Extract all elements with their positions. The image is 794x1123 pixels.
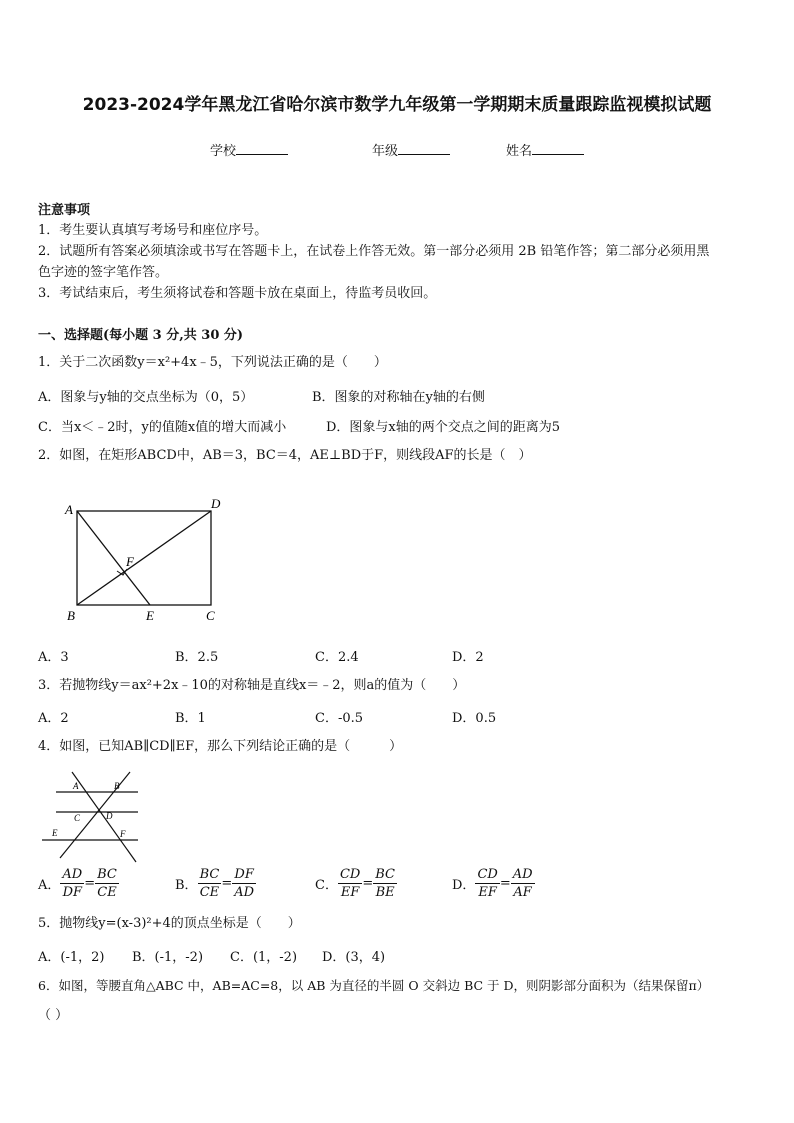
q3-stem: 3．若抛物线y＝ax²+2x﹣10的对称轴是直线x＝﹣2，则a的值为（ ） [38,678,466,693]
section-heading: 一、选择题(每小题 3 分,共 30 分) [38,328,244,343]
label-c: C [74,813,81,823]
q4-option-d-letter: D． [452,878,476,893]
fraction [475,866,499,901]
label-d: D [106,811,113,821]
denominator: AF [513,885,532,900]
q1-option-c[interactable]: C．当x＜﹣2时，y的值随x值的增大而减小 [38,420,287,435]
q2-option-d[interactable]: D．2 [452,650,484,665]
numerator: CD [477,867,498,882]
denominator: AD [234,885,255,900]
q4-option-c-letter: C． [315,878,338,893]
notice-item-1: 1．考生要认真填写考场号和座位序号。 [38,223,268,238]
equals: = [362,876,374,891]
numerator: DF [232,866,256,884]
q2-stem: 2．如图，在矩形ABCD中，AB＝3，BC＝4，AE⊥BD于F，则线段AF的长是（ ） [38,448,532,463]
q6-stem: 6．如图，等腰直角△ABC 中，AB=AC=8，以 AB 为直径的半圆 O 交斜边 BC 于 D，则阴影部分面积为（结果保留π） [38,978,710,993]
q6-answer-brackets: （ ） [38,1008,69,1023]
q5-option-b[interactable]: B．(-1，-2) [132,950,204,965]
fraction [60,866,84,901]
denominator: DF [62,885,83,900]
label-f: F [120,829,126,839]
q2-option-a[interactable]: A．3 [38,650,69,665]
equals: = [499,876,511,891]
q1-option-b[interactable]: B．图象的对称轴在y轴的右侧 [312,390,485,405]
grade-label: 年级 [372,144,399,159]
q3-option-b[interactable]: B．1 [175,711,206,726]
q3-option-a[interactable]: A．2 [38,711,69,726]
fraction [373,866,397,901]
q5-option-a[interactable]: A．(-1，2) [38,950,105,965]
grade-field [372,140,450,159]
q4-parallel-lines-figure [38,770,143,865]
segment-ae [77,511,150,605]
q4-option-c[interactable] [315,866,397,901]
q2-option-b[interactable]: B．2.5 [175,650,219,665]
label-a: A [65,502,73,517]
numerator: BC [97,867,117,882]
q4-option-a-letter: A． [38,878,61,893]
numerator: AD [62,867,83,882]
q1-option-d[interactable]: D．图象与x轴的两个交点之间的距离为5 [326,420,561,435]
fraction [511,866,535,901]
denominator: CE [97,885,117,900]
denominator: BE [375,885,395,900]
q3-option-d[interactable]: D．0.5 [452,711,497,726]
equals: = [84,876,96,891]
denominator: CE [199,885,220,900]
numerator: BC [375,867,395,882]
label-f: F [126,554,134,569]
q5-stem: 5．抛物线y=(x-3)²+4的顶点坐标是（ ） [38,916,301,931]
q5-option-d[interactable]: D．(3，4) [322,950,386,965]
label-c: C [206,608,215,623]
label-d: D [211,496,221,511]
school-field [210,140,288,159]
school-label: 学校 [210,144,237,159]
notice-item-2: 2．试题所有答案必须填涂或书写在答题卡上，在试卷上作答无效。第一部分必须用 2B 铅笔作答；第二部分必须用黑 [38,244,710,259]
q4-stem: 4．如图，已知AB∥CD∥EF，那么下列结论正确的是（ ） [38,739,403,754]
label-b: B [114,781,120,791]
fraction [338,866,362,901]
q4-option-d[interactable] [452,866,535,901]
grade-blank[interactable] [398,142,450,155]
fraction [198,866,222,901]
exam-title: 2023-2024学年黑龙江省哈尔滨市数学九年级第一学期期末质量跟踪监视模拟试题 [82,95,712,115]
numerator: BC [199,867,220,882]
notice-item-2-cont: 色字迹的签字笔作答。 [38,265,169,280]
q2-option-c[interactable]: C．2.4 [315,650,359,665]
q4-option-a[interactable] [38,866,119,901]
school-blank[interactable] [236,142,288,155]
transversal-af [72,772,136,862]
q3-option-c[interactable]: C．-0.5 [315,711,364,726]
diagonal-bd [77,511,211,605]
notice-heading: 注意事项 [38,203,91,218]
q4-option-b-letter: B． [175,878,198,893]
name-blank[interactable] [532,142,584,155]
q1-stem: 1．关于二次函数y＝x²+4x﹣5，下列说法正确的是（ ） [38,355,387,370]
name-field [506,140,584,159]
name-label: 姓名 [506,144,533,159]
numerator: CD [339,867,361,882]
fraction [232,866,256,901]
label-e: E [146,608,154,623]
equals: = [221,876,233,891]
label-b: B [67,608,75,623]
label-a: A [73,781,79,791]
notice-item-3: 3．考试结束后，考生须将试卷和答题卡放在桌面上，待监考员收回。 [38,286,437,301]
q1-option-a[interactable]: A．图象与y轴的交点坐标为（0，5） [38,390,254,405]
q2-rectangle-figure [55,490,235,630]
denominator: EF [478,885,497,900]
q5-option-c[interactable]: C．(1，-2) [230,950,298,965]
numerator: AD [512,867,533,882]
denominator: EF [340,885,360,900]
q4-option-b[interactable] [175,866,256,901]
label-e: E [52,828,58,838]
fraction [95,866,119,901]
transversal-be [60,772,130,858]
